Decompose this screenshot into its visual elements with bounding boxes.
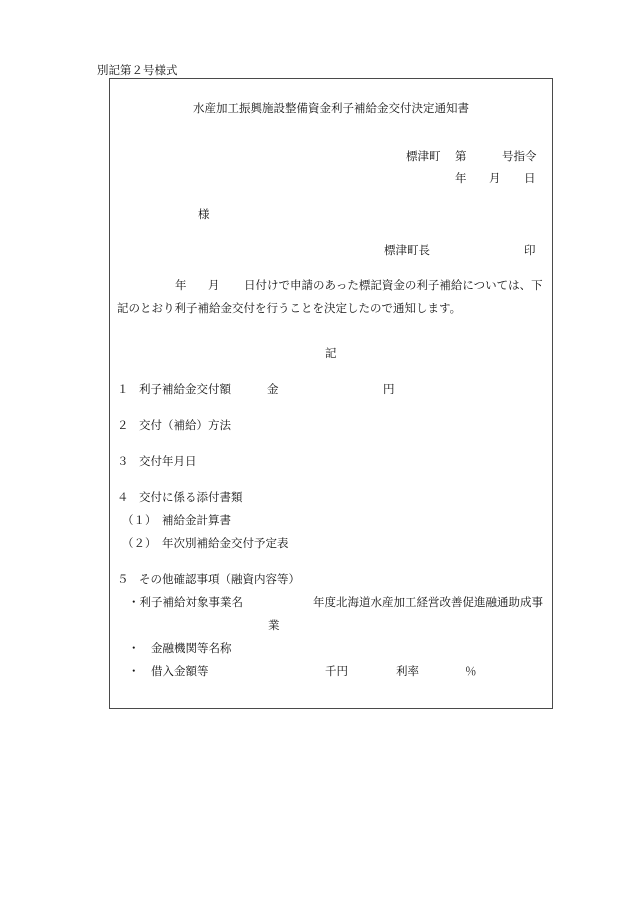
item4-sub2-label: 年次別補給金交付予定表 [162,536,289,550]
body-month: 月 [208,278,220,292]
signer-seal: 印 [524,243,536,257]
item2-num: ２ [117,418,129,432]
item5-b3-pct: ％ [465,664,477,678]
form-id: 別記第２号様式 [97,63,178,77]
item4-num: ４ [117,490,129,504]
item1-label: 利子補給金交付額 [139,382,231,396]
item3-num: ３ [117,454,129,468]
item5-b2-label: 金融機関等名称 [151,641,232,655]
item5-b3-bullet: ・ [128,664,140,678]
item4-sub2-num: （２） [122,536,157,550]
date-year: 年 [455,171,467,185]
item5-b1-value-line1: 年度北海道水産加工経営改善促進融通助成事 [313,595,543,609]
addressee-sama: 様 [198,207,210,221]
body-year: 年 [175,278,187,292]
item4-sub1-label: 補給金計算書 [162,513,231,527]
issuer-dai: 第 [455,149,467,163]
item5-b3-label: 借入金額等 [151,664,209,678]
item1-kin: 金 [267,382,279,396]
date-day: 日 [524,171,536,185]
item3-label: 交付年月日 [139,454,197,468]
item5-b1-label: ・利子補給対象事業名 [128,595,243,609]
item5-label: その他確認事項（融資内容等） [139,572,300,586]
date-month: 月 [489,171,501,185]
item4-label: 交付に係る添付書類 [139,490,243,504]
item5-num: ５ [117,572,129,586]
item1-num: １ [117,382,129,396]
issuer-gou: 号指令 [502,149,537,163]
item2-label: 交付（補給）方法 [139,418,231,432]
ki-heading: 記 [325,346,337,360]
item1-yen: 円 [383,382,395,396]
item5-b2-bullet: ・ [128,641,140,655]
signer-title: 標津町長 [384,243,430,257]
item5-b1-value-line2: 業 [268,618,280,632]
item5-b3-rate-label: 利率 [396,664,419,678]
item4-sub1-num: （１） [122,513,157,527]
item5-b3-unit: 千円 [325,664,348,678]
document-title: 水産加工振興施設整備資金利子補給金交付決定通知書 [193,101,469,115]
issuer-town: 標津町 [406,149,441,163]
body-line1-rest: 日付けで申請のあった標記資金の利子補給については、下 [244,278,543,292]
body-line2: 記のとおり利子補給金交付を行うことを決定したので通知します。 [117,301,462,315]
